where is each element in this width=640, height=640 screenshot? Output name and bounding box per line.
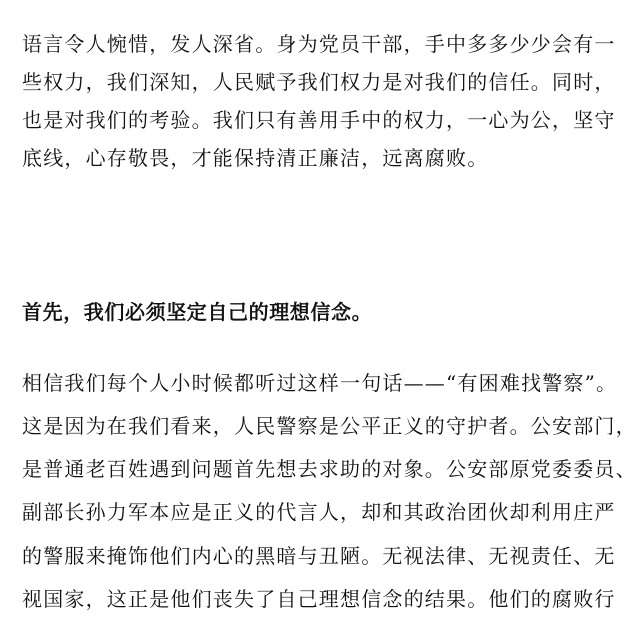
paragraph-1-line-2: 些权力，我们深知，人民赋予我们权力是对我们的信任。同时，: [22, 70, 616, 94]
paragraph-2-line-3: 是普通老百姓遇到问题首先想去求助的对象。公安部原党委委员、: [22, 457, 637, 481]
paragraph-2-line-6: 视国家，这正是他们丧失了自己理想信念的结果。他们的腐败行: [22, 587, 616, 611]
paragraph-2-line-5: 的警服来掩饰他们内心的黑暗与丑陋。无视法律、无视责任、无: [22, 544, 616, 568]
paragraph-1-line-1: 语言令人惋惜，发人深省。身为党员干部，手中多多少少会有一: [22, 32, 616, 56]
paragraph-2-line-1: 相信我们每个人小时候都听过这样一句话——“有困难找警察”。: [22, 371, 618, 395]
section-heading: 首先，我们必须坚定自己的理想信念。: [22, 300, 373, 324]
paragraph-1-line-4: 底线，心存敬畏，才能保持清正廉洁，远离腐败。: [22, 146, 489, 170]
paragraph-2-line-2: 这是因为在我们看来，人民警察是公平正义的守护者。公安部门，: [22, 414, 637, 438]
paragraph-1-line-3: 也是对我们的考验。我们只有善用手中的权力，一心为公，坚守: [22, 108, 616, 132]
paragraph-2-line-4: 副部长孙力军本应是正义的代言人，却和其政治团伙却利用庄严: [22, 500, 616, 524]
